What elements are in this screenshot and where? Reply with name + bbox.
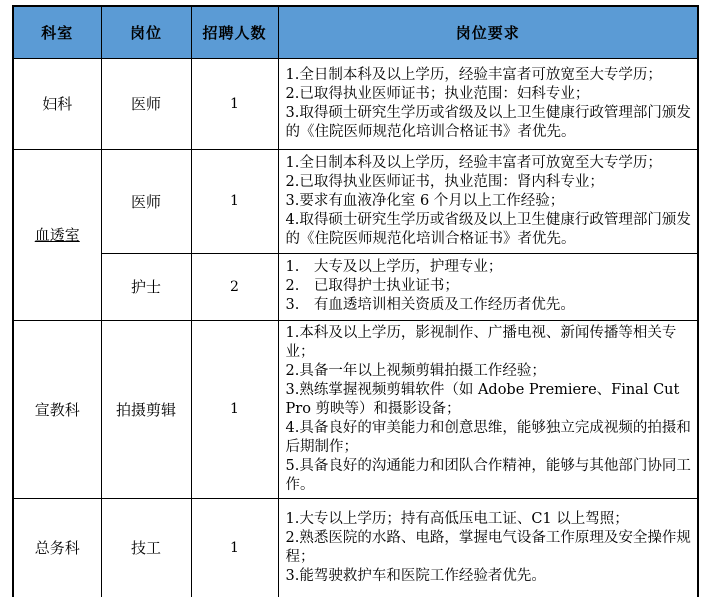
headcount-cell: 1 [191, 58, 278, 149]
header-requirements: 岗位要求 [278, 6, 698, 58]
requirement-item: 2.已取得执业医师证书；执业范围：妇科专业； [285, 85, 590, 102]
headcount-cell: 1 [191, 149, 278, 253]
requirement-item: 2.熟悉医院的水路、电路，掌握电气设备工作原理及安全操作规程； [285, 529, 691, 565]
position-cell: 拍摄剪辑 [101, 320, 191, 498]
table-row-xueshoushi-yishi [13, 149, 698, 253]
requirements-cell [278, 149, 698, 253]
table-row-zongwuke [13, 498, 698, 597]
requirement-item: 3. 有血透培训相关资质及工作经历者优先。 [285, 297, 575, 313]
requirement-item: 1.全日制本科及以上学历，经验丰富者可放宽至大专学历； [285, 66, 662, 83]
requirements-cell [278, 58, 698, 149]
requirements-cell [278, 498, 698, 597]
requirement-item: 2.具备一年以上视频剪辑拍摄工作经验； [285, 362, 546, 379]
requirement-item: 3.熟练掌握视频剪辑软件（如 Adobe Premiere、Final Cut Pro 剪映等）和摄影设备； [285, 381, 680, 417]
headcount-cell: 2 [191, 253, 278, 320]
headcount-cell: 1 [191, 320, 278, 498]
requirement-item: 2.已取得执业医师证书，执业范围：肾内科专业； [285, 173, 604, 190]
requirement-item: 5.具备良好的沟通能力和团队合作精神，能够与其他部门协同工作。 [285, 457, 691, 493]
requirement-item: 3.要求有血液净化室 6 个月以上工作经验； [285, 192, 565, 209]
table-row-fuke [13, 58, 698, 149]
requirement-item: 1. 大专及以上学历，护理专业； [285, 259, 503, 275]
table-row-xuanjiaoke [13, 320, 698, 498]
position-cell: 医师 [101, 149, 191, 253]
requirements-cell [278, 320, 698, 498]
position-cell: 技工 [101, 498, 191, 597]
requirement-item: 1.本科及以上学历，影视制作、广播电视、新闻传播等相关专业； [285, 324, 677, 360]
header-department: 科室 [13, 6, 101, 58]
requirement-item: 1.大专以上学历；持有高低压电工证、C1 以上驾照； [285, 510, 629, 527]
requirement-item: 1.全日制本科及以上学历，经验丰富者可放宽至大专学历； [285, 154, 662, 171]
department-cell: 血透室 [13, 149, 101, 320]
position-cell: 医师 [101, 58, 191, 149]
requirement-item: 3.取得硕士研究生学历或省级及以上卫生健康行政管理部门颁发的《住院医师规范化培训合格证书》者优先。 [285, 104, 691, 140]
table-row-xueshoushi-hushi [13, 253, 698, 320]
requirements-cell [278, 253, 698, 320]
header-position: 岗位 [101, 6, 191, 58]
department-cell: 妇科 [13, 58, 101, 149]
department-cell: 总务科 [13, 498, 101, 597]
position-cell: 护士 [101, 253, 191, 320]
recruitment-table [12, 5, 699, 597]
table-container [12, 5, 699, 597]
headcount-cell: 1 [191, 498, 278, 597]
requirement-item: 4.具备良好的审美能力和创意思维，能够独立完成视频的拍摄和后期制作； [285, 419, 691, 455]
requirement-item: 4.取得硕士研究生学历或省级及以上卫生健康行政管理部门颁发的《住院医师规范化培训合格证书》者优先。 [285, 211, 691, 247]
header-row [13, 6, 698, 58]
requirement-item: 2. 已取得护士执业证书； [285, 278, 459, 294]
requirement-item: 3.能驾驶救护车和医院工作经验者优先。 [285, 567, 546, 584]
department-cell: 宣教科 [13, 320, 101, 498]
header-headcount: 招聘人数 [191, 6, 278, 58]
